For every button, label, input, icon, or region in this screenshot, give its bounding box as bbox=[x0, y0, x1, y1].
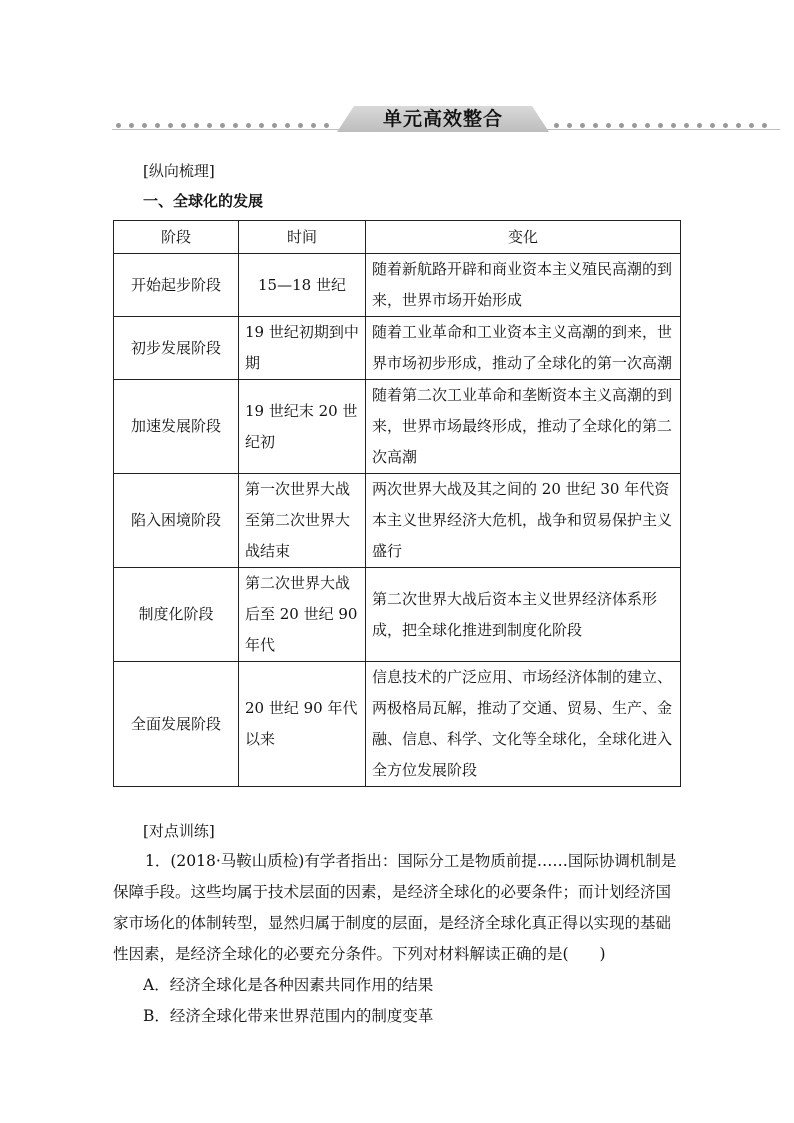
table-row bbox=[114, 317, 681, 380]
stage-cell: 初步发展阶段 bbox=[114, 317, 239, 380]
practice-label: [对点训练] bbox=[143, 822, 215, 840]
header-stage: 阶段 bbox=[114, 221, 239, 254]
globalization-table bbox=[113, 220, 681, 787]
change-cell: 信息技术的广泛应用、市场经济体制的建立、两极格局瓦解，推动了交通、贸易、生产、金融、信息、科学、文化等全球化，全球化进入全方位发展阶段 bbox=[366, 662, 681, 787]
change-cell: 随着第二次工业革命和垄断资本主义高潮的到来，世界市场最终形成，推动了全球化的第二次高潮 bbox=[366, 380, 681, 474]
change-cell: 第二次世界大战后资本主义世界经济体系形成，把全球化推进到制度化阶段 bbox=[366, 568, 681, 662]
time-cell: 19 世纪初期到中期 bbox=[239, 317, 366, 380]
change-cell: 随着工业革命和工业资本主义高潮的到来，世界市场初步形成，推动了全球化的第一次高潮 bbox=[366, 317, 681, 380]
table-row bbox=[114, 662, 681, 787]
time-cell: 19 世纪末 20 世纪初 bbox=[239, 380, 366, 474]
option-b: B．经济全球化带来世界范围内的制度变革 bbox=[143, 1007, 434, 1025]
section-heading: 一、全球化的发展 bbox=[143, 192, 264, 210]
stage-cell: 陷入困境阶段 bbox=[114, 474, 239, 568]
section-label: [纵向梳理] bbox=[143, 162, 215, 180]
table-row bbox=[114, 254, 681, 317]
time-cell: 20 世纪 90 年代以来 bbox=[239, 662, 366, 787]
unit-banner bbox=[112, 102, 780, 136]
time-cell: 15—18 世纪 bbox=[239, 254, 366, 317]
banner-dots-right bbox=[554, 122, 767, 128]
table-row bbox=[114, 380, 681, 474]
stage-cell: 开始起步阶段 bbox=[114, 254, 239, 317]
question-text: 1．(2018·马鞍山质检)有学者指出：国际分工是物质前提……国际协调机制是保障手段。这些均属于技术层面的因素，是经济全球化的必要条件；而计划经济国家市场化的体制转型，显然归属于制度的层面，是经济全球化真正得以实现的基础性因素，是经济全球化的必要充分条件。下列对材料解读正确的是( ) bbox=[113, 852, 677, 963]
header-change: 变化 bbox=[366, 221, 681, 254]
time-cell: 第二次世界大战后至 20 世纪 90 年代 bbox=[239, 568, 366, 662]
table-row bbox=[114, 474, 681, 568]
change-cell: 两次世界大战及其之间的 20 世纪 30 年代资本主义世界经济大危机，战争和贸易保护主义盛行 bbox=[366, 474, 681, 568]
question-block bbox=[113, 846, 681, 1032]
page-title: 单元高效整合 bbox=[382, 108, 503, 130]
banner-dots-left bbox=[116, 122, 329, 128]
stage-cell: 加速发展阶段 bbox=[114, 380, 239, 474]
time-cell: 第一次世界大战至第二次世界大战结束 bbox=[239, 474, 366, 568]
stage-cell: 制度化阶段 bbox=[114, 568, 239, 662]
header-time: 时间 bbox=[239, 221, 366, 254]
table-row bbox=[114, 568, 681, 662]
stage-cell: 全面发展阶段 bbox=[114, 662, 239, 787]
table-header-row bbox=[114, 221, 681, 254]
change-cell: 随着新航路开辟和商业资本主义殖民高潮的到来，世界市场开始形成 bbox=[366, 254, 681, 317]
option-a: A．经济全球化是各种因素共同作用的结果 bbox=[143, 976, 434, 994]
